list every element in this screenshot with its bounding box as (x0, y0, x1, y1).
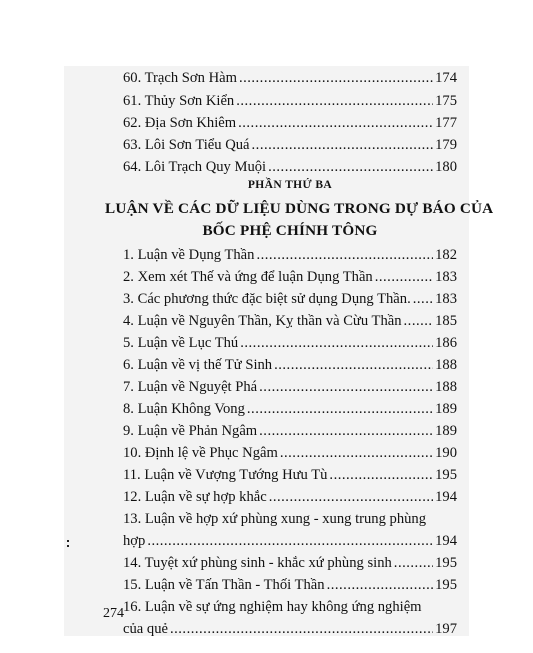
toc-entry-page: 195 (435, 467, 457, 483)
toc-entry[interactable] (123, 618, 457, 640)
toc-entry[interactable] (123, 67, 457, 89)
toc-entry-page: 190 (435, 445, 457, 461)
toc-entry-page: 189 (435, 423, 457, 439)
toc-entry[interactable] (123, 552, 457, 574)
toc-leader-dots (274, 354, 433, 376)
toc-entry[interactable] (123, 420, 457, 442)
toc-entry-page: 186 (435, 335, 457, 351)
margin-mark (67, 540, 71, 547)
toc-entry-title: 64. Lôi Trạch Quy Muội (123, 159, 267, 175)
toc-entry-page: 197 (435, 621, 457, 637)
toc-entry-title: 14. Tuyệt xứ phùng sinh - khắc xứ phùng sinh (123, 555, 392, 571)
toc-entry-page: 194 (435, 489, 457, 505)
toc-entry-title: 15. Luận về Tấn Thần - Thối Thần (123, 577, 325, 593)
toc-leader-dots (240, 332, 433, 354)
toc-leader-dots (269, 486, 433, 508)
toc-entry[interactable] (123, 464, 457, 486)
toc-entry-page: 183 (435, 269, 457, 285)
toc-entry-title: 9. Luận về Phản Ngâm (123, 423, 258, 439)
toc-entry-page: 180 (435, 159, 457, 175)
toc-leader-dots (238, 112, 433, 134)
toc-entry-title: 5. Luận về Lục Thú (123, 335, 239, 351)
toc-entry[interactable] (123, 90, 457, 112)
part-title-line-2: BỐC PHỆ CHÍNH TÔNG (202, 222, 378, 239)
toc-entry[interactable] (123, 442, 457, 464)
toc-entry-page: 188 (435, 379, 457, 395)
part-title-line-1: LUẬN VỀ CÁC DỮ LIỆU DÙNG TRONG DỰ BÁO CỦA (105, 200, 494, 217)
toc-leader-dots (413, 288, 433, 310)
toc-leader-dots (247, 398, 433, 420)
toc-entry[interactable] (123, 244, 457, 266)
toc-entry[interactable] (123, 354, 457, 376)
toc-leader-dots (170, 618, 433, 640)
toc-entry-page: 175 (435, 93, 457, 109)
toc-leader-dots (375, 266, 433, 288)
toc-leader-dots (252, 134, 434, 156)
toc-leader-dots (404, 310, 434, 332)
toc-leader-dots (268, 156, 433, 178)
toc-entry-page: 188 (435, 357, 457, 373)
toc-entry-title: 2. Xem xét Thế và ứng để luận Dụng Thần (123, 269, 373, 285)
part-label: PHẦN THỨ BA (247, 179, 333, 191)
toc-leader-dots (259, 376, 433, 398)
toc-leader-dots (239, 67, 433, 89)
toc-leader-dots (394, 552, 433, 574)
toc-entry[interactable] (123, 156, 457, 178)
toc-entry-page: 195 (435, 555, 457, 571)
toc-entry[interactable] (123, 574, 457, 596)
page-number: 274 (103, 606, 124, 621)
toc-entry-page: 174 (435, 70, 457, 86)
toc-entry-page: 177 (435, 115, 457, 131)
toc-entry-page: 194 (435, 533, 457, 549)
toc-entry-title: 3. Các phương thức đặc biệt sử dụng Dụng Thần. (123, 291, 411, 307)
toc-entry-title-line-2: của quẻ (123, 621, 168, 637)
toc-entry-title: 11. Luận về Vượng Tướng Hưu Tù (123, 467, 328, 483)
toc-entry-title: 10. Định lệ về Phục Ngâm (123, 445, 278, 461)
toc-leader-dots (147, 530, 433, 552)
toc-entry[interactable] (123, 398, 457, 420)
toc-entry-title: 12. Luận về sự hợp khắc (123, 489, 267, 505)
toc-entry-page: 189 (435, 401, 457, 417)
toc-entry-title: 61. Thủy Sơn Kiển (123, 93, 235, 109)
toc-entry-page: 179 (435, 137, 457, 153)
toc-entry-title: 4. Luận về Nguyên Thần, Kỵ thần và Cừu Thần (123, 313, 402, 329)
toc-entry-page: 183 (435, 291, 457, 307)
toc-entry[interactable] (123, 266, 457, 288)
toc-entry[interactable] (123, 134, 457, 156)
toc-entry[interactable] (123, 486, 457, 508)
toc-leader-dots (280, 442, 433, 464)
toc-entry-title: 6. Luận về vị thế Tử Sinh (123, 357, 273, 373)
toc-entry-title: 8. Luận Không Vong (123, 401, 245, 417)
toc-leader-dots (236, 90, 433, 112)
toc-entry[interactable] (123, 530, 457, 552)
toc-entry-page: 195 (435, 577, 457, 593)
toc-entry-page: 182 (435, 247, 457, 263)
toc-entry-title: 1. Luận về Dụng Thần (123, 247, 255, 263)
toc-entry[interactable] (123, 112, 457, 134)
toc-leader-dots (329, 464, 433, 486)
toc-entry-title: 62. Địa Sơn Khiêm (123, 115, 237, 131)
toc-entry-title-line-2: hợp (123, 533, 146, 549)
toc-entry[interactable] (123, 332, 457, 354)
toc-entry-title: 63. Lôi Sơn Tiểu Quá (123, 137, 250, 153)
toc-entry-page: 185 (435, 313, 457, 329)
toc-leader-dots (259, 420, 433, 442)
toc-entry-title: 7. Luận về Nguyệt Phá (123, 379, 258, 395)
toc-entry-title: 60. Trạch Sơn Hàm (123, 70, 237, 86)
toc-entry[interactable] (123, 288, 457, 310)
toc-entry-title-line-1[interactable]: 16. Luận về sự ứng nghiệm hay không ứng nghiệm (123, 599, 422, 615)
toc-leader-dots (256, 244, 433, 266)
toc-entry[interactable] (123, 310, 457, 332)
toc-entry-title-line-1[interactable]: 13. Luận về hợp xứ phùng xung - xung trung phùng (123, 511, 427, 527)
toc-entry[interactable] (123, 376, 457, 398)
toc-leader-dots (327, 574, 434, 596)
